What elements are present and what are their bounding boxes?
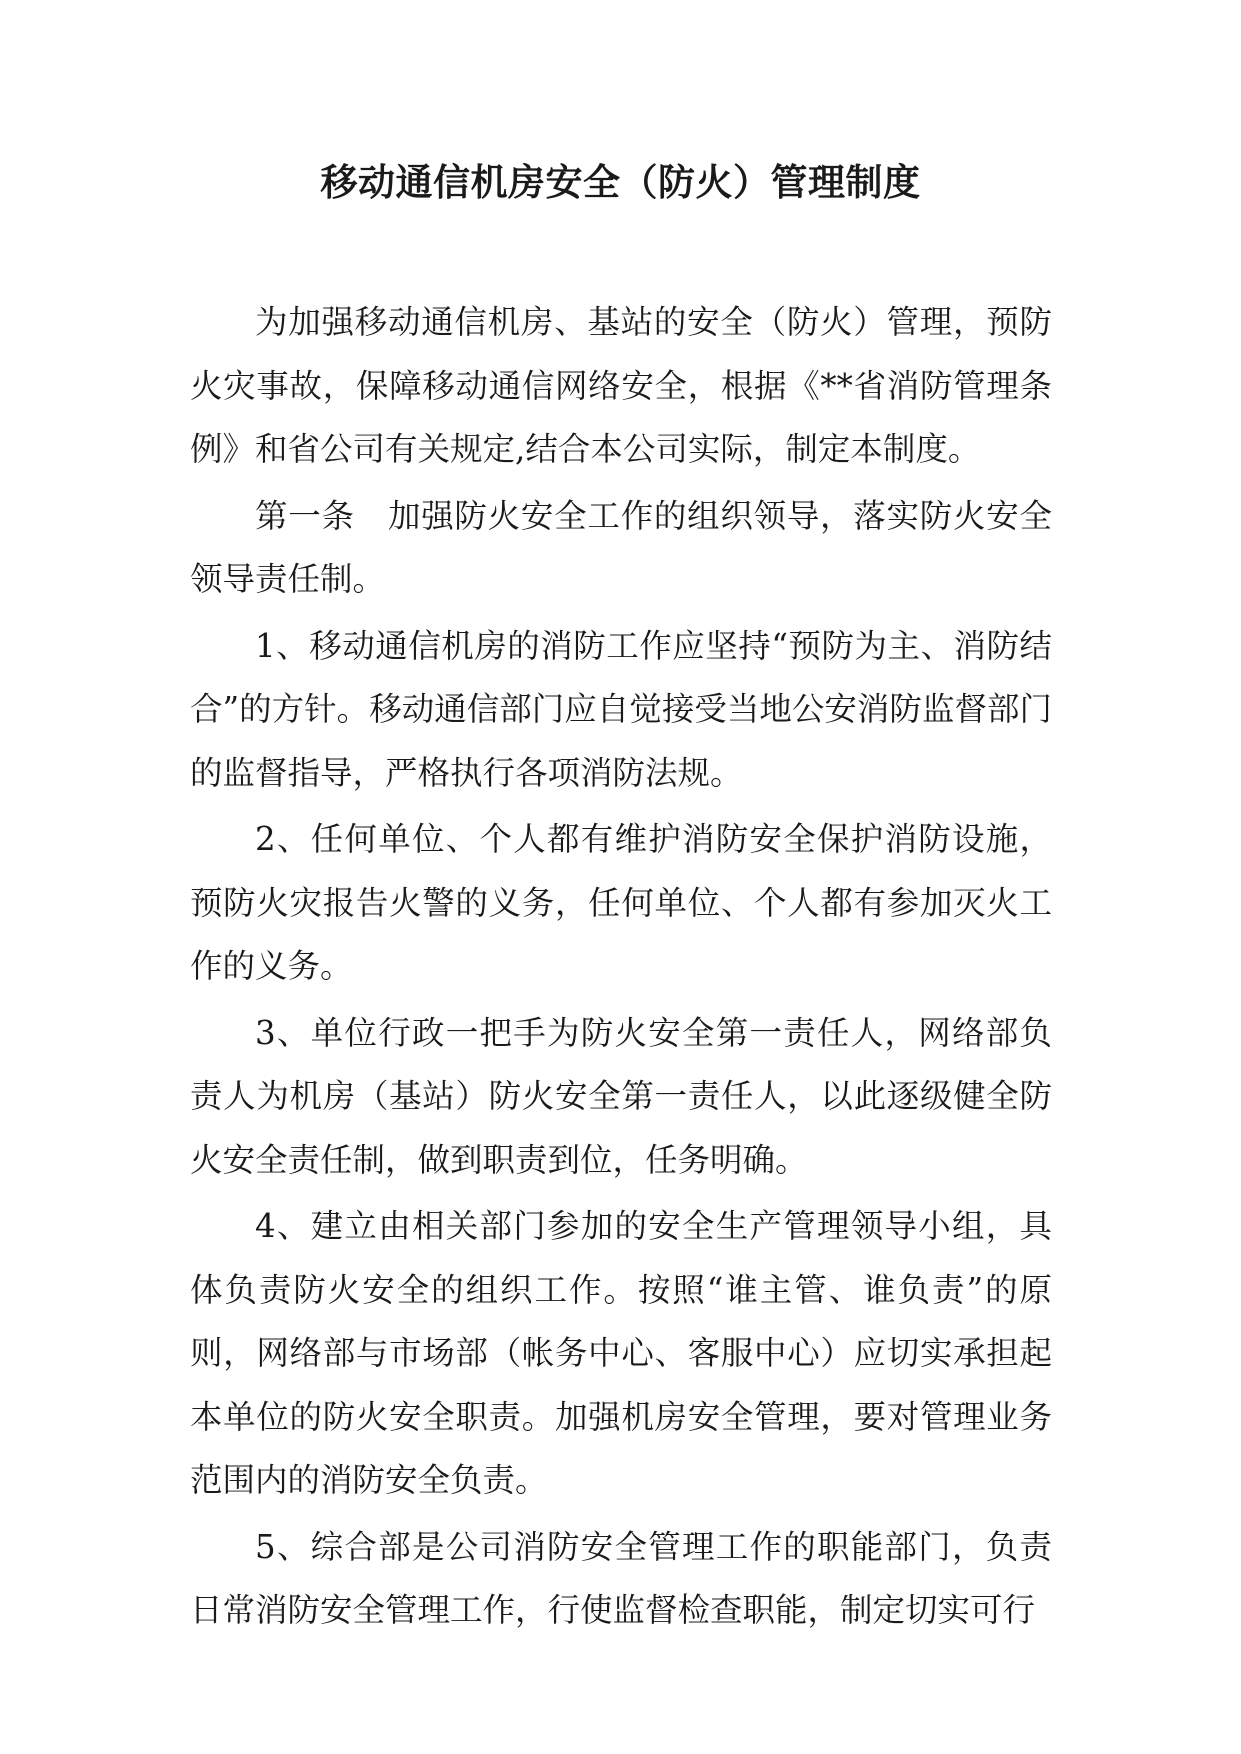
paragraph-item-1: 1、移动通信机房的消防工作应坚持“预防为主、消防结合”的方针。移动通信部门应自觉接受当地公安消防监督部门的监督指导，严格执行各项消防法规。 xyxy=(190,626,1052,792)
paragraph-item-4: 4、建立由相关部门参加的安全生产管理领导小组，具体负责防火安全的组织工作。按照“谁主管、谁负责”的原则，网络部与市场部（帐务中心、客服中心）应切实承担起本单位的防火安全职责。加强机房安全管理，要对管理业务范围内的消防安全负责。 xyxy=(190,1207,1052,1499)
document-title: 移动通信机房安全（防火）管理制度 xyxy=(320,160,921,204)
paragraph-item-5: 5、综合部是公司消防安全管理工作的职能部门，负责日常消防安全管理工作，行使监督检查职能，制定切实可行 xyxy=(190,1527,1052,1629)
paragraph-article-1: 第一条 加强防火安全工作的组织领导，落实防火安全领导责任制。 xyxy=(190,496,1052,598)
paragraph-item-2: 2、任何单位、个人都有维护消防安全保护消防设施，预防火灾报告火警的义务，任何单位、个人都有参加灭火工作的义务。 xyxy=(190,820,1052,985)
paragraph-item-3: 3、单位行政一把手为防火安全第一责任人，网络部负责人为机房（基站）防火安全第一责任人，以此逐级健全防火安全责任制，做到职责到位，任务明确。 xyxy=(190,1013,1052,1179)
document-body xyxy=(190,291,1052,1643)
paragraph-intro: 为加强移动通信机房、基站的安全（防火）管理，预防火灾事故，保障移动通信网络安全，根据《**省消防管理条例》和省公司有关规定,结合本公司实际，制定本制度。 xyxy=(190,303,1052,468)
